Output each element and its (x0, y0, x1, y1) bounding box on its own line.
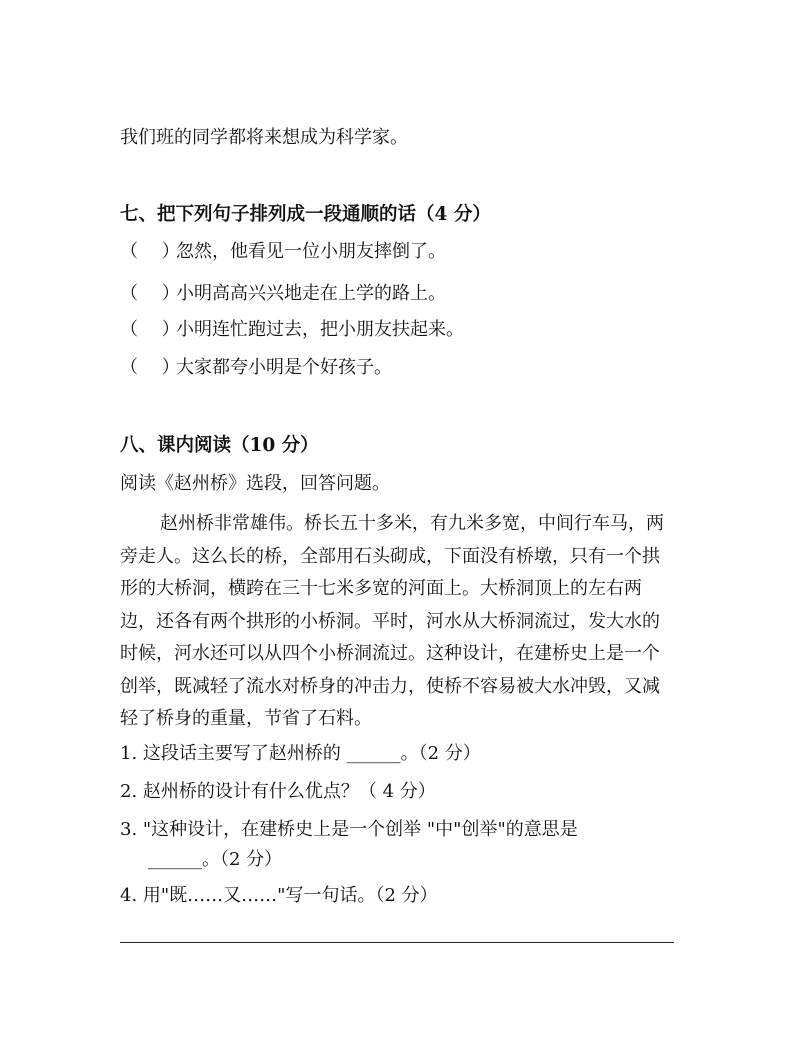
ordering-item (120, 240, 446, 264)
ordering-item-text: 忽然，他看见一位小朋友摔倒了。 (176, 241, 446, 262)
question-3-continuation: ______。（2 分） (148, 849, 283, 870)
answer-blank[interactable]: （ ） (120, 319, 180, 340)
top-sentence: 我们班的同学都将来想成为科学家。 (120, 127, 408, 148)
ordering-item-text: 大家都夸小明是个好孩子。 (176, 357, 392, 378)
ordering-item-text: 小明连忙跑过去，把小朋友扶起来。 (176, 319, 464, 340)
answer-blank[interactable]: （ ） (120, 357, 180, 378)
ordering-item (120, 356, 392, 380)
question-2: 2. 赵州桥的设计有什么优点？（ 4 分） (120, 781, 436, 802)
answer-blank[interactable]: （ ） (120, 241, 180, 262)
ordering-item (120, 282, 446, 306)
question-3: 3. "这种设计，在建桥史上是一个创举 "中"创举"的意思是 (120, 819, 578, 840)
section8-heading: 八、课内阅读（10 分） (120, 435, 319, 456)
section7-heading: 七、把下列句子排列成一段通顺的话（4 分） (120, 204, 491, 225)
ordering-item-text: 小明高高兴兴地走在上学的路上。 (176, 283, 446, 304)
question-1: 1. 这段话主要写了赵州桥的 ______。（2 分） (120, 743, 481, 764)
answer-blank[interactable]: （ ） (120, 283, 180, 304)
answer-line[interactable] (120, 942, 674, 943)
reading-intro: 阅读《赵州桥》选段，回答问题。 (120, 473, 390, 494)
question-4: 4. 用"既……又……"写一句话。（2 分） (120, 885, 438, 906)
ordering-item (120, 318, 464, 342)
reading-passage: 赵州桥非常雄伟。桥长五十多米，有九米多宽，中间行车马，两旁走人。这么长的桥，全部用石头砌成，下面没有桥墩，只有一个拱形的大桥洞，横跨在三十七米多宽的河面上。大桥洞顶上的左右两边，还各有两个拱形的小桥洞。平时，河水从大桥洞流过，发大水的时候，河水还可以从四个小桥洞流过。这种设计，在建桥史上是一个创举，既减轻了流水对桥身的冲击力，使桥不容易被大水冲毁，又减轻了桥身的重量，节省了石料。 (120, 513, 664, 729)
